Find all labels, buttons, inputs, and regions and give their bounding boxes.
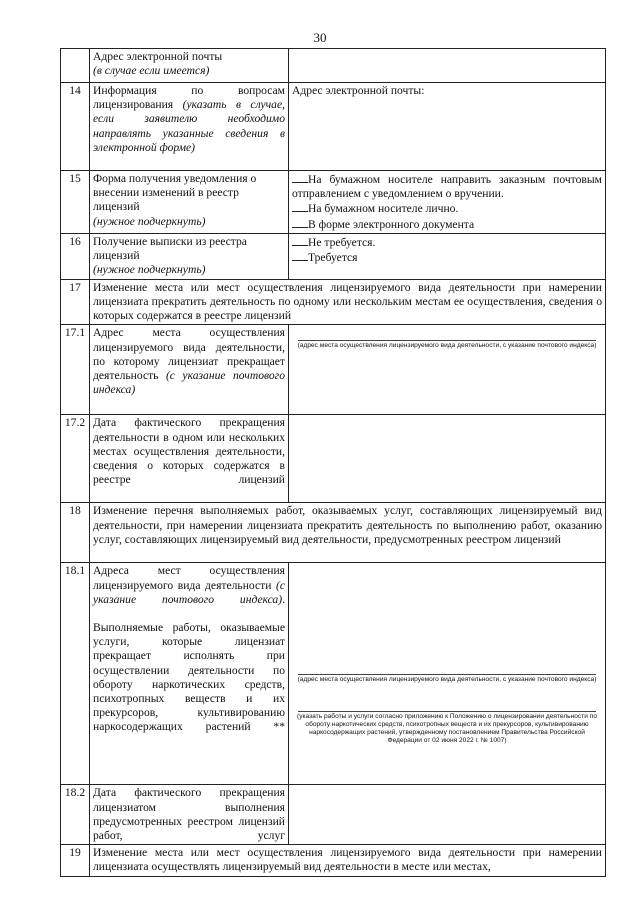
works-stop-field[interactable] bbox=[289, 563, 606, 785]
row-number: 17.2 bbox=[61, 415, 90, 503]
row-number bbox=[61, 49, 90, 83]
row-number: 16 bbox=[61, 233, 90, 279]
stop-date-field[interactable] bbox=[289, 415, 606, 503]
option-paper-mail[interactable]: На бумажном носителе направить заказным почтовым отправлением с уведомлением о вручении. bbox=[292, 173, 602, 201]
option-blank-line bbox=[292, 250, 308, 261]
row-label-works-stop: Адреса мест осуществления лицензируемого вида деятельности (с указание почтового индекса). Выполняемые работы, оказываемые услуги, которые лицензиат прекращает исполнять при осуществлении деятельности по обороту наркотических средств, психотропных веществ и их прекурсоров, культивированию наркосодержащих растений ** bbox=[90, 563, 289, 785]
option-required[interactable]: Требуется bbox=[292, 250, 602, 265]
row-label-notification-form: Форма получения уведомления о внесении изменений в реестр лицензий (нужное подчеркнуть) bbox=[90, 171, 289, 234]
table-row bbox=[61, 325, 606, 415]
table-row bbox=[61, 563, 606, 785]
table-row bbox=[61, 233, 606, 279]
section-heading-18: Изменение перечня выполняемых работ, оказываемых услуг, составляющих лицензируемый вид деятельности, при намерении лицензиата прекратить деятельность по выполнению работ, оказанию услуг, составляющих лицензируемый вид деятельности, предусмотренных реестром лицензий bbox=[90, 503, 606, 563]
extract-options bbox=[289, 233, 606, 279]
row-number: 18.1 bbox=[61, 563, 90, 785]
table-row bbox=[61, 279, 606, 325]
row-number: 19 bbox=[61, 845, 90, 876]
address-caption: (адрес места осуществления лицензируемого вида деятельности, с указание почтового индекса) bbox=[297, 676, 597, 684]
row-number: 17 bbox=[61, 279, 90, 325]
notification-options bbox=[289, 171, 606, 234]
address-caption: (адрес места осуществления лицензируемого вида деятельности, с указание почтового индекса) bbox=[297, 342, 597, 350]
row-label-address-stop: Адрес места осуществления лицензируемого вида деятельности, по которому лицензиат прекращает деятельность (с указание почтового индекса) bbox=[90, 325, 289, 415]
works-line bbox=[298, 707, 596, 712]
works-caption: (указать работы и услуги согласно приложению к Положению о лицензировании деятельности по обороту наркотических средств, психотропных веществ и их прекурсоров, культивированию наркосодержащих растений, утвержденному постановлением Правительства Российской Федерации от 02 июня 2022 г. № 1007) bbox=[297, 712, 597, 745]
application-form-table bbox=[60, 48, 606, 877]
table-row bbox=[61, 503, 606, 563]
row-number: 15 bbox=[61, 171, 90, 234]
option-blank-line bbox=[292, 217, 308, 228]
address-stop-field[interactable] bbox=[289, 325, 606, 415]
row-label-works-stop-date: Дата фактического прекращения лицензиатом выполнения предусмотренных реестром лицензий работ, услуг bbox=[90, 785, 289, 845]
row-number: 18 bbox=[61, 503, 90, 563]
table-row bbox=[61, 785, 606, 845]
section-heading-19: Изменение места или мест осуществления лицензируемого вида деятельности при намерении лицензиата осуществлять лицензируемый вид деятельности в месте или местах, bbox=[90, 845, 606, 876]
row-label-licensing-info: Информация по вопросам лицензирования (указать в случае, если заявителю необходимо направлять указанные сведения в электронной форме) bbox=[90, 83, 289, 171]
option-electronic[interactable]: В форме электронного документа bbox=[292, 217, 602, 232]
address-line bbox=[298, 660, 596, 675]
row-number: 18.2 bbox=[61, 785, 90, 845]
works-stop-date-field[interactable] bbox=[289, 785, 606, 845]
row-label-email: Адрес электронной почты (в случае если имеется) bbox=[90, 49, 289, 83]
section-heading-17: Изменение места или мест осуществления лицензируемого вида деятельности при намерении лицензиата прекратить деятельность по одному или нескольким местам ее осуществления, сведения о которых содержатся в реестре лицензий bbox=[90, 279, 606, 325]
option-blank-line bbox=[292, 235, 308, 246]
table-row bbox=[61, 845, 606, 876]
row-number: 14 bbox=[61, 83, 90, 171]
option-not-required[interactable]: Не требуется. bbox=[292, 235, 602, 250]
page-number: 30 bbox=[313, 30, 327, 45]
table-row bbox=[61, 171, 606, 234]
table-row bbox=[61, 415, 606, 503]
row-number: 17.1 bbox=[61, 325, 90, 415]
option-blank-line bbox=[292, 172, 308, 183]
row-label-extract: Получение выписки из реестра лицензий (нужное подчеркнуть) bbox=[90, 233, 289, 279]
row-label-stop-date: Дата фактического прекращения деятельности в одном или нескольких местах осуществления деятельности, сведения о которых содержатся в реестре лицензий bbox=[90, 415, 289, 503]
address-line bbox=[298, 326, 596, 341]
table-row bbox=[61, 49, 606, 83]
licensing-email-field[interactable]: Адрес электронной почты: bbox=[289, 83, 606, 171]
table-row bbox=[61, 83, 606, 171]
option-paper-personal[interactable]: На бумажном носителе лично. bbox=[292, 201, 602, 216]
email-value-field[interactable] bbox=[289, 49, 606, 83]
option-blank-line bbox=[292, 201, 308, 212]
